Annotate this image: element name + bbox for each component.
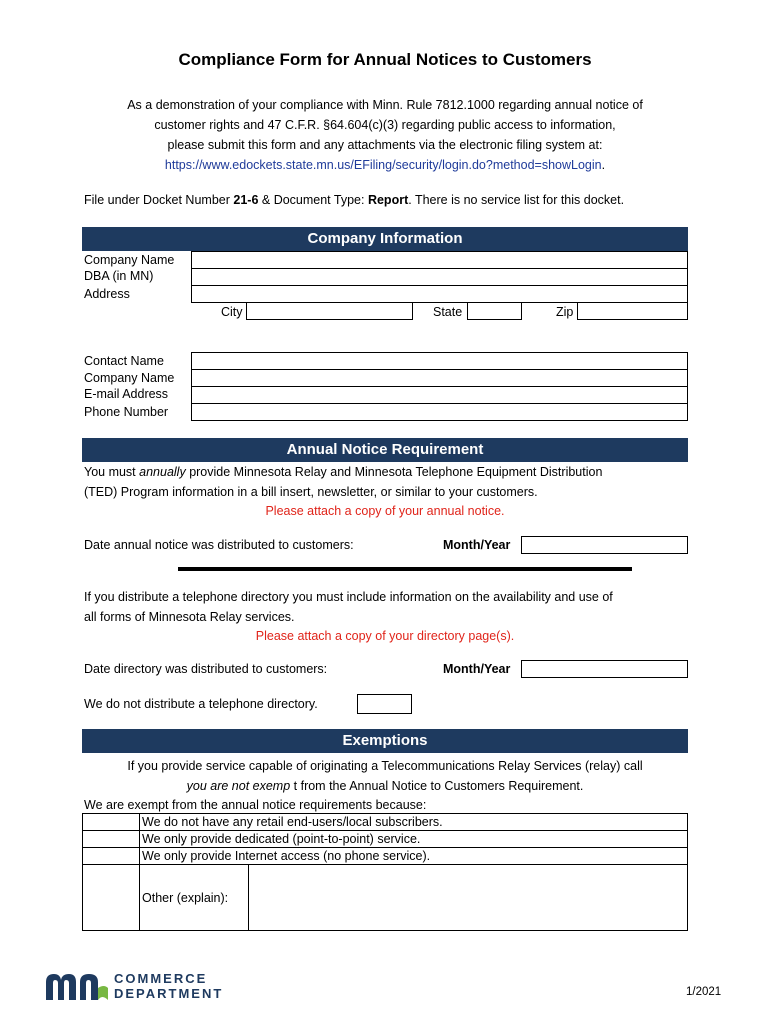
contact-name-label: Contact Name [84, 354, 164, 368]
efiling-link[interactable]: https://www.edockets.state.mn.us/EFiling/security/login.do?method=showLogin [164, 158, 602, 172]
directory-date-field[interactable] [521, 660, 688, 678]
exemptions-text: If you provide service capable of originating a Telecommunications Relay Services (relay) call [127, 759, 643, 773]
docket-instructions [84, 193, 624, 207]
phone-label: Phone Number [84, 405, 169, 419]
link-period: . [601, 158, 606, 172]
company-name-field[interactable] [191, 251, 688, 269]
no-directory-label: We do not distribute a telephone directory. [84, 697, 318, 711]
exempt-option-other: Other (explain): [140, 865, 249, 931]
exempt-checkbox-other[interactable] [83, 865, 140, 931]
docket-number: 21-6 [233, 193, 259, 207]
mn-logo-icon [44, 970, 110, 1002]
month-year-label: Month/Year [443, 538, 511, 552]
docket-prefix: File under Docket Number [84, 193, 234, 207]
exempt-checkbox-1[interactable] [83, 814, 140, 831]
date-notice-label: Date annual notice was distributed to customers: [84, 538, 354, 552]
directory-paragraph [84, 587, 704, 627]
notice-text: provide Minnesota Relay and Minnesota Telephone Equipment Distribution [185, 465, 603, 479]
contact-name-field[interactable] [191, 352, 688, 370]
company-info-header: Company Information [82, 227, 688, 251]
city-label: City [221, 305, 243, 319]
exempt-checkbox-2[interactable] [83, 831, 140, 848]
intro-paragraph [80, 95, 690, 175]
address-field[interactable] [191, 285, 688, 303]
exempt-option-3: We only provide Internet access (no phone service). [140, 848, 688, 865]
notice-emphasis: annually [139, 465, 186, 479]
exempt-option-1: We do not have any retail end-users/local subscribers. [140, 814, 688, 831]
exempt-checkbox-3[interactable] [83, 848, 140, 865]
zip-label: Zip [556, 305, 574, 319]
phone-field[interactable] [191, 403, 688, 421]
state-field[interactable] [467, 302, 522, 320]
annual-notice-header: Annual Notice Requirement [82, 438, 688, 462]
notice-date-field[interactable] [521, 536, 688, 554]
intro-line: customer rights and 47 C.F.R. §64.604(c)(3) regarding public access to information, [154, 118, 616, 132]
other-explain-field[interactable] [249, 865, 688, 931]
notice-text: (TED) Program information in a bill insert, newsletter, or similar to your customers. [84, 485, 538, 499]
zip-field[interactable] [577, 302, 688, 320]
email-label: E-mail Address [84, 387, 169, 401]
docket-middle: & Document Type: [258, 193, 368, 207]
document-type: Report [367, 193, 409, 207]
annual-notice-paragraph [84, 462, 690, 502]
notice-text: You must [84, 465, 140, 479]
contact-company-label: Company Name [84, 371, 175, 385]
exemptions-emphasis: you are not exemp [186, 779, 291, 793]
directory-text: If you distribute a telephone directory you must include information on the availability and use of [84, 590, 613, 604]
contact-company-field[interactable] [191, 369, 688, 387]
dba-label: DBA (in MN) [84, 269, 154, 283]
date-directory-label: Date directory was distributed to customers: [84, 662, 328, 676]
logo-text [114, 971, 223, 1001]
exemptions-text: t from the Annual Notice to Customers Requirement. [290, 779, 584, 793]
commerce-logo [44, 970, 110, 1005]
directory-text: all forms of Minnesota Relay services. [84, 610, 295, 624]
section-divider [178, 567, 632, 571]
no-directory-checkbox[interactable] [357, 694, 412, 714]
docket-suffix: . There is no service list for this docket. [408, 193, 625, 207]
page-title: Compliance Form for Annual Notices to Customers [178, 50, 592, 69]
revision-date: 1/2021 [686, 986, 722, 998]
exemptions-paragraph [0, 756, 770, 796]
city-field[interactable] [246, 302, 413, 320]
address-label: Address [84, 287, 130, 301]
exemptions-table [82, 813, 688, 931]
company-name-label: Company Name [84, 253, 175, 267]
logo-line-2: DEPARTMENT [114, 986, 224, 1001]
exempt-option-2: We only provide dedicated (point-to-point) service. [140, 831, 688, 848]
intro-line: please submit this form and any attachments via the electronic filing system at: [167, 138, 603, 152]
month-year-label: Month/Year [443, 662, 511, 676]
intro-line: As a demonstration of your compliance with Minn. Rule 7812.1000 regarding annual notice of [127, 98, 643, 112]
state-label: State [433, 305, 463, 319]
exempt-intro: We are exempt from the annual notice requirements because: [84, 798, 427, 812]
attach-notice-instruction: Please attach a copy of your annual notice. [265, 504, 505, 518]
exemptions-header: Exemptions [82, 729, 688, 753]
email-field[interactable] [191, 386, 688, 404]
attach-directory-instruction: Please attach a copy of your directory page(s). [255, 629, 515, 643]
dba-field[interactable] [191, 268, 688, 286]
logo-line-1: COMMERCE [114, 971, 208, 986]
